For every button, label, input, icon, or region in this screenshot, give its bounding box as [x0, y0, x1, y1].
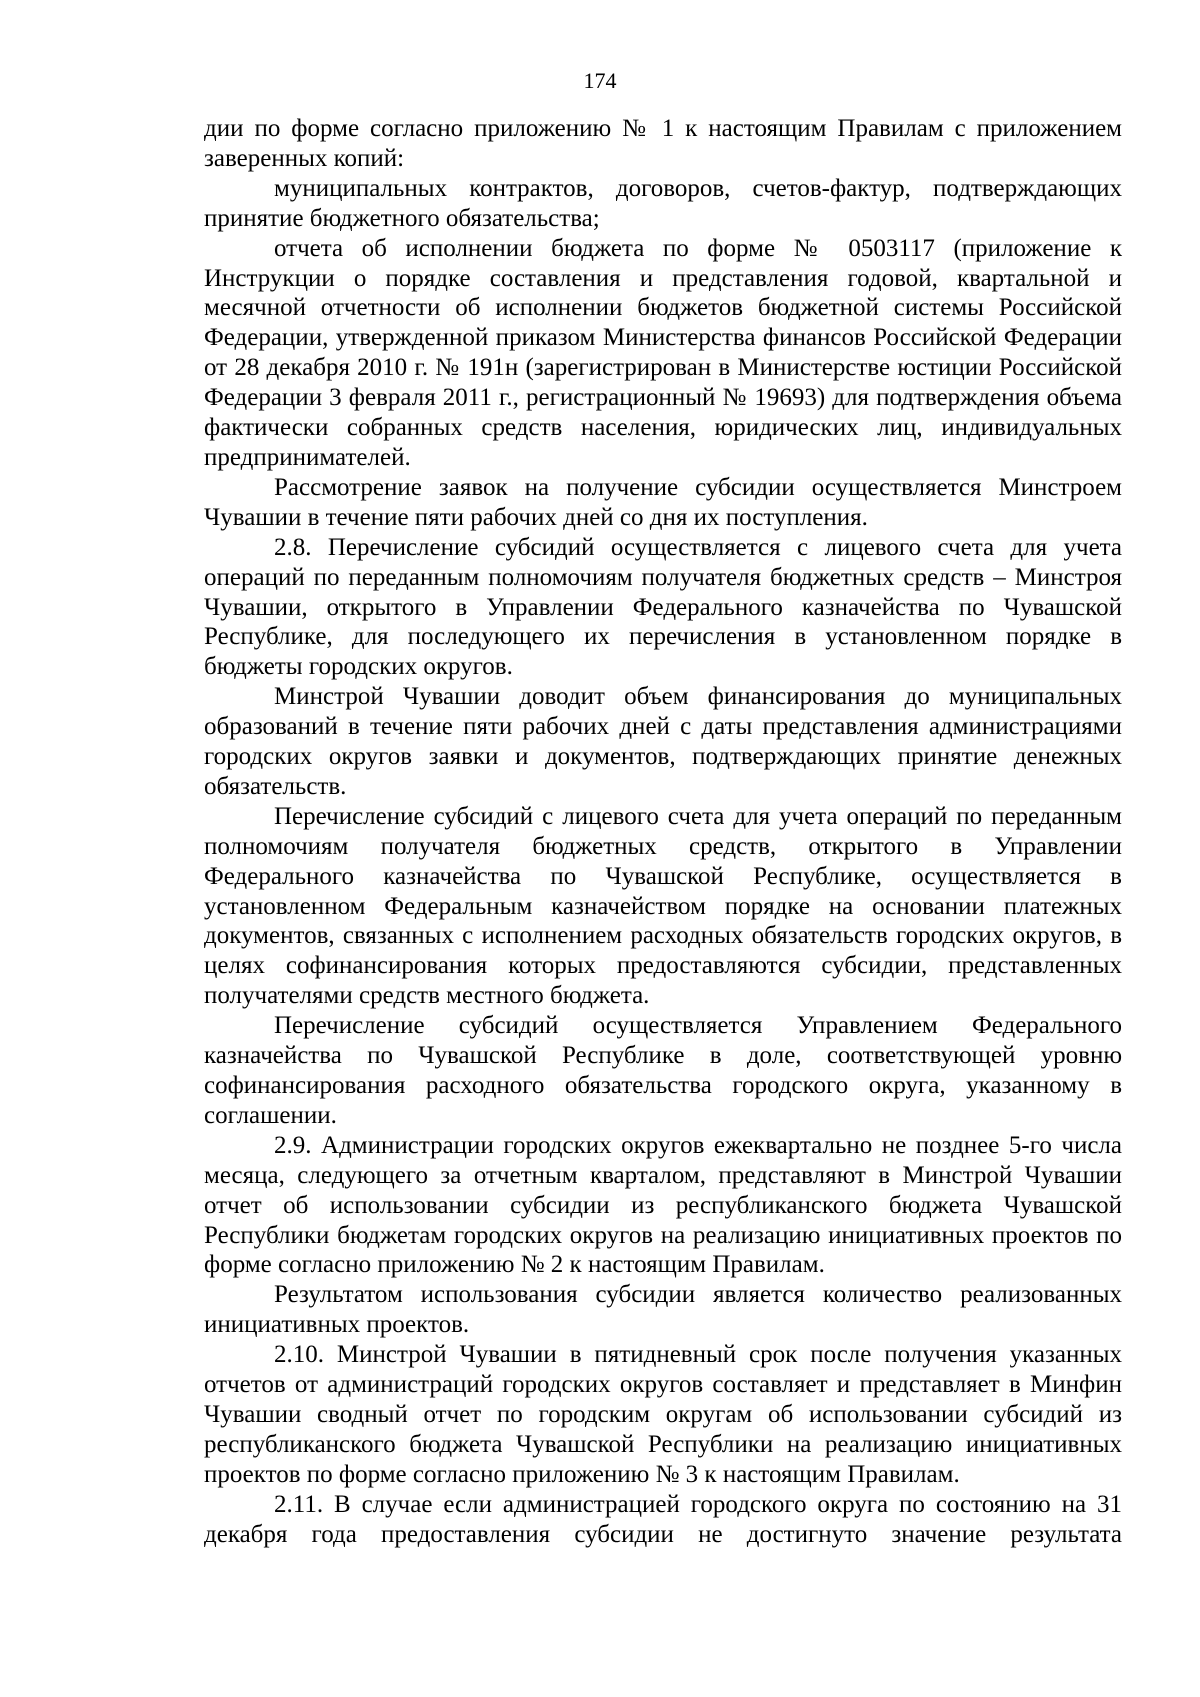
paragraph-2-11: 2.11. В случае если администрацией городского округа по состоянию на 31 декабря года предоставления субсидии не достигнуто значение результата [204, 1490, 1122, 1548]
paragraph-municipal-contracts: муниципальных контрактов, договоров, счетов-фактур, подтверждающих принятие бюджетного обязательства; [204, 174, 1122, 232]
paragraph-application-review: Рассмотрение заявок на получение субсидии осуществляется Минстроем Чувашии в течение пяти рабочих дней со дня их поступления. [204, 473, 1122, 531]
paragraph-2-9: 2.9. Администрации городских округов ежеквартально не позднее 5-го числа месяца, следующего за отчетным кварталом, представляют в Минстрой Чувашии отчет об использовании субсидии из республиканского бюджета Чувашской Республики бюджетам городских округов на реализацию инициативных проектов по форме согласно приложению № 2 к настоящим Правилам. [204, 1131, 1122, 1279]
paragraph-financing: Минстрой Чувашии доводит объем финансирования до муниципальных образований в течение пяти рабочих дней с даты представления администрациями городских округов заявки и документов, подтверждающих принятие денежных обязательств. [204, 683, 1122, 800]
paragraph-continuation: дии по форме согласно приложению № 1 к настоящим Правилам с приложением заверенных копий: [204, 115, 1122, 172]
paragraph-result: Результатом использования субсидии является количество реализованных инициативных проектов. [204, 1281, 1122, 1339]
paragraph-2-8: 2.8. Перечисление субсидий осуществляется с лицевого счета для учета операций по переданным полномочиям получателя бюджетных средств – Минстроя Чувашии, открытого в Управлении Федерального казначейства по Чувашской Республике, для последующего их перечисления в установленном порядке в бюджеты городских округов. [204, 533, 1122, 681]
paragraph-transfer-share: Перечисление субсидий осуществляется Управлением Федерального казначейства по Чувашской Республике в доле, соответствующей уровню софинансирования расходного обязательства городского округа, указанному в соглашении. [204, 1012, 1122, 1129]
paragraph-2-10: 2.10. Минстрой Чувашии в пятидневный срок после получения указанных отчетов от администраций городских округов составляет и представляет в Минфин Чувашии сводный отчет по городским округам об использовании субсидий из республиканского бюджета Чувашской Республики на реализацию инициативных проектов по форме согласно приложению № 3 к настоящим Правилам. [204, 1341, 1122, 1488]
paragraph-transfer-account: Перечисление субсидий с лицевого счета для учета операций по переданным полномочиям получателя бюджетных средств, открытого в Управлении Федерального казначейства по Чувашской Республике, осуществляется в установленном Федеральным казначейством порядке на основании платежных документов, связанных с исполнением расходных обязательств городских округов, в целях софинансирования которых предоставляются субсидии, представленных получателями средств местного бюджета. [204, 802, 1122, 1010]
document-body [204, 114, 1122, 1550]
page-number: 174 [583, 68, 617, 93]
paragraph-budget-report: отчета об исполнении бюджета по форме № 0503117 (приложение к Инструкции о порядке составления и представления годовой, квартальной и месячной отчетности об исполнении бюджетов бюджетной системы Российской Федерации, утвержденной приказом Министерства финансов Российской Федерации от 28 декабря 2010 г. № 191н (зарегистрирован в Министерстве юстиции Российской Федерации 3 февраля 2011 г., регистрационный № 19693) для подтверждения объема фактически собранных средств населения, юридических лиц, индивидуальных предпринимателей. [204, 234, 1122, 471]
